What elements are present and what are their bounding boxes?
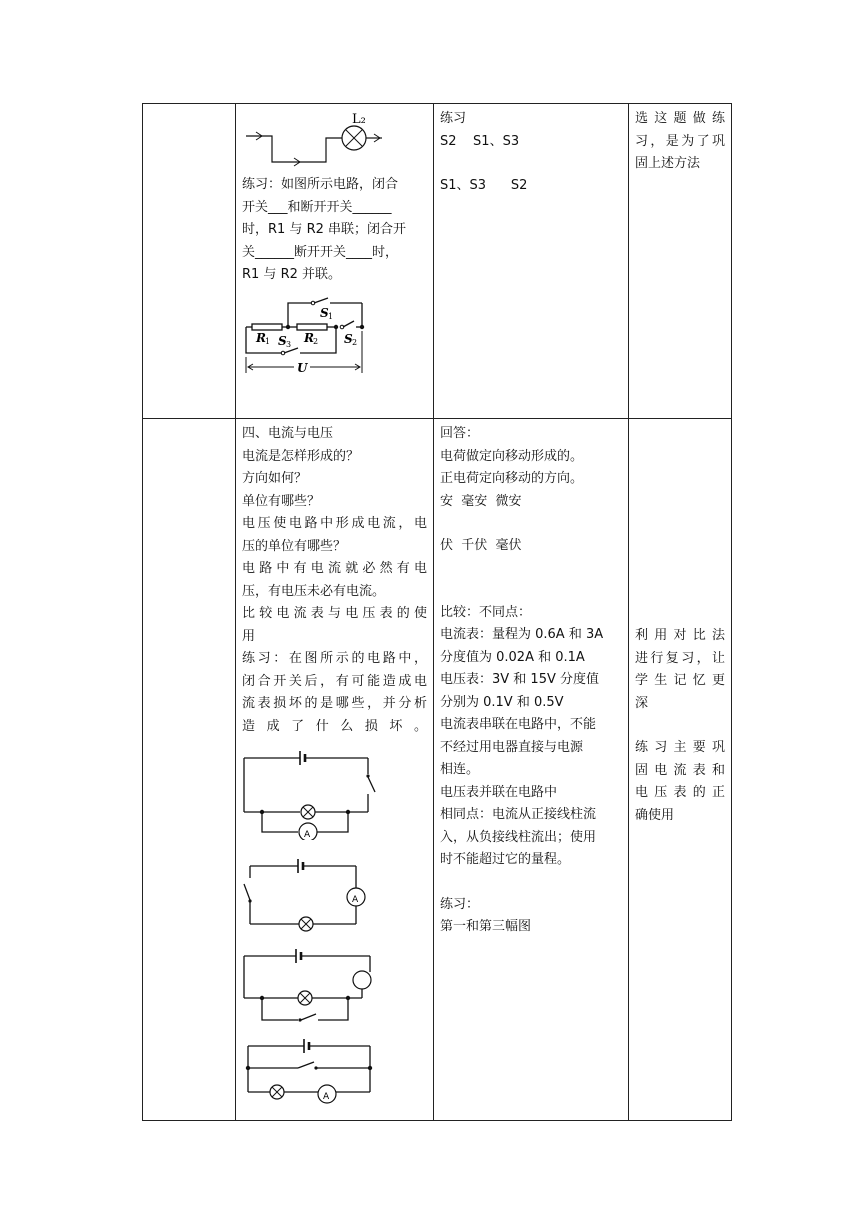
text-line: 电荷做定向移动形成的。 <box>440 448 584 464</box>
ammeter-label: A <box>304 830 311 840</box>
spacer <box>635 423 725 625</box>
u-label: U <box>297 360 308 375</box>
text-line: 流表损坏的是哪些，并分析 <box>242 696 427 711</box>
text-line: 安 毫安 微安 <box>440 493 522 509</box>
text-line: 比较：不同点： <box>440 604 532 620</box>
text-line: 开关___和断开开关______ <box>242 199 392 215</box>
table-row <box>143 419 732 1121</box>
blank-line <box>440 513 622 535</box>
s1-label: S <box>320 305 329 320</box>
text-line: R1 与 R2 并联。 <box>242 267 342 282</box>
text-line: 习，是为了巩 <box>635 133 725 149</box>
row2-col1-cell <box>143 419 236 1121</box>
s1-sub: 1 <box>328 311 334 321</box>
text-line: 分别为 0.1V 和 0.5V <box>440 694 564 710</box>
r2-sub: 2 <box>313 336 319 346</box>
r1-label: R <box>256 330 266 345</box>
text-line: 压的单位有哪些？ <box>242 538 347 554</box>
blank-line <box>635 715 725 737</box>
text-line: 电流表串联在电路中，不能 <box>440 717 597 732</box>
text-line: 选这题做练 <box>635 111 725 126</box>
r1-sub: 1 <box>265 336 271 346</box>
text-line: S1、S3 S2 <box>440 178 528 193</box>
text-line: 时不能超过它的量程。 <box>440 852 571 867</box>
text-line: 相连。 <box>440 762 480 777</box>
text-line: 固电流表和 <box>635 762 725 778</box>
text-line: 第一和第三幅图 <box>440 919 532 934</box>
text-line: 电路中有电流就必然有电 <box>242 561 427 576</box>
text-line: 四、电流与电压 <box>242 426 334 441</box>
text-line: 比较电流表与电压表的使 <box>242 606 427 621</box>
ammeter-label: A <box>352 895 359 905</box>
text-line: 利用对比法 <box>635 628 725 643</box>
text-line: 入，从负接线柱流出；使用 <box>440 829 597 845</box>
row1-col2-cell <box>236 104 434 419</box>
row1-col3-cell <box>434 104 629 419</box>
text-line: 确使用 <box>635 807 675 823</box>
s3-sub: 3 <box>286 339 292 349</box>
text-line: 练习主要巩 <box>635 740 725 755</box>
text-line: 相同点：电流从正接线柱流 <box>440 807 597 822</box>
text-line: 电压表：3V 和 15V 分度值 <box>440 672 599 687</box>
text-line: 方向如何？ <box>242 471 308 486</box>
resistor-circuit-figure <box>242 295 366 383</box>
text-line: 正电荷定向移动的方向。 <box>440 471 584 486</box>
circuit-figure-1 <box>242 748 382 840</box>
text-line: 练习 <box>440 111 467 126</box>
text-line: 不经过用电器直接与电源 <box>440 739 584 755</box>
text-line: 关______断开开关____时， <box>242 244 399 260</box>
text-line: 压，有电压未必有电流。 <box>242 583 386 599</box>
text-line: 电压表的正 <box>635 785 725 800</box>
text-line: 伏 千伏 毫伏 <box>440 538 522 553</box>
s2-label: S <box>344 331 353 346</box>
text-line: 固上述方法 <box>635 156 701 171</box>
s2-sub: 2 <box>352 337 358 347</box>
text-line: 练习： <box>440 896 480 912</box>
s3-label: S <box>278 333 287 348</box>
row1-col1-cell <box>143 104 236 419</box>
table-row <box>143 104 732 419</box>
text-line: S2 S1、S3 <box>440 133 520 149</box>
circuit-figure-4 <box>242 1036 382 1116</box>
text-line: 电流表：量程为 0.6A 和 3A <box>440 627 604 642</box>
blank-line <box>440 558 622 580</box>
exercise-text <box>242 174 427 287</box>
blank-line <box>440 580 622 602</box>
circuit-figure-2 <box>242 856 382 936</box>
row2-col3-cell <box>434 419 629 1121</box>
text-line: 电压表并联在电路中 <box>440 784 558 800</box>
lesson-table <box>142 103 732 1121</box>
text-line: 电流是怎样形成的？ <box>242 448 360 464</box>
text-line: 回答： <box>440 426 480 441</box>
text-line: 练习：如图所示电路，闭合 <box>242 177 399 192</box>
text-line: 练习：在图所示的电路中， <box>242 651 427 666</box>
text-line: 闭合开关后，有可能造成电 <box>242 673 427 689</box>
text-line: 进行复习，让 <box>635 650 725 666</box>
text-line: 造 成 了 什 么 损 坏 。 <box>242 718 427 734</box>
r2-label: R <box>304 330 314 345</box>
row2-col2-cell <box>236 419 434 1121</box>
text-line: 分度值为 0.02A 和 0.1A <box>440 649 585 665</box>
lamp-label: L₂ <box>352 112 366 127</box>
text-line: 电压使电路中形成电流，电 <box>242 516 427 531</box>
ammeter-label: A <box>323 1092 330 1102</box>
row1-col4-cell <box>629 104 732 419</box>
text-line: 深 <box>635 695 649 711</box>
text-line: 时，R1 与 R2 串联；闭合开 <box>242 222 407 237</box>
text-line: 单位有哪些？ <box>242 493 321 509</box>
lamp-circuit-figure <box>242 110 392 168</box>
row2-col4-cell <box>629 419 732 1121</box>
text-line: 学生记忆更 <box>635 673 725 688</box>
blank-line <box>440 872 622 894</box>
blank-line <box>440 153 622 175</box>
text-line: 用 <box>242 628 256 644</box>
circuit-figure-3 <box>242 946 382 1032</box>
